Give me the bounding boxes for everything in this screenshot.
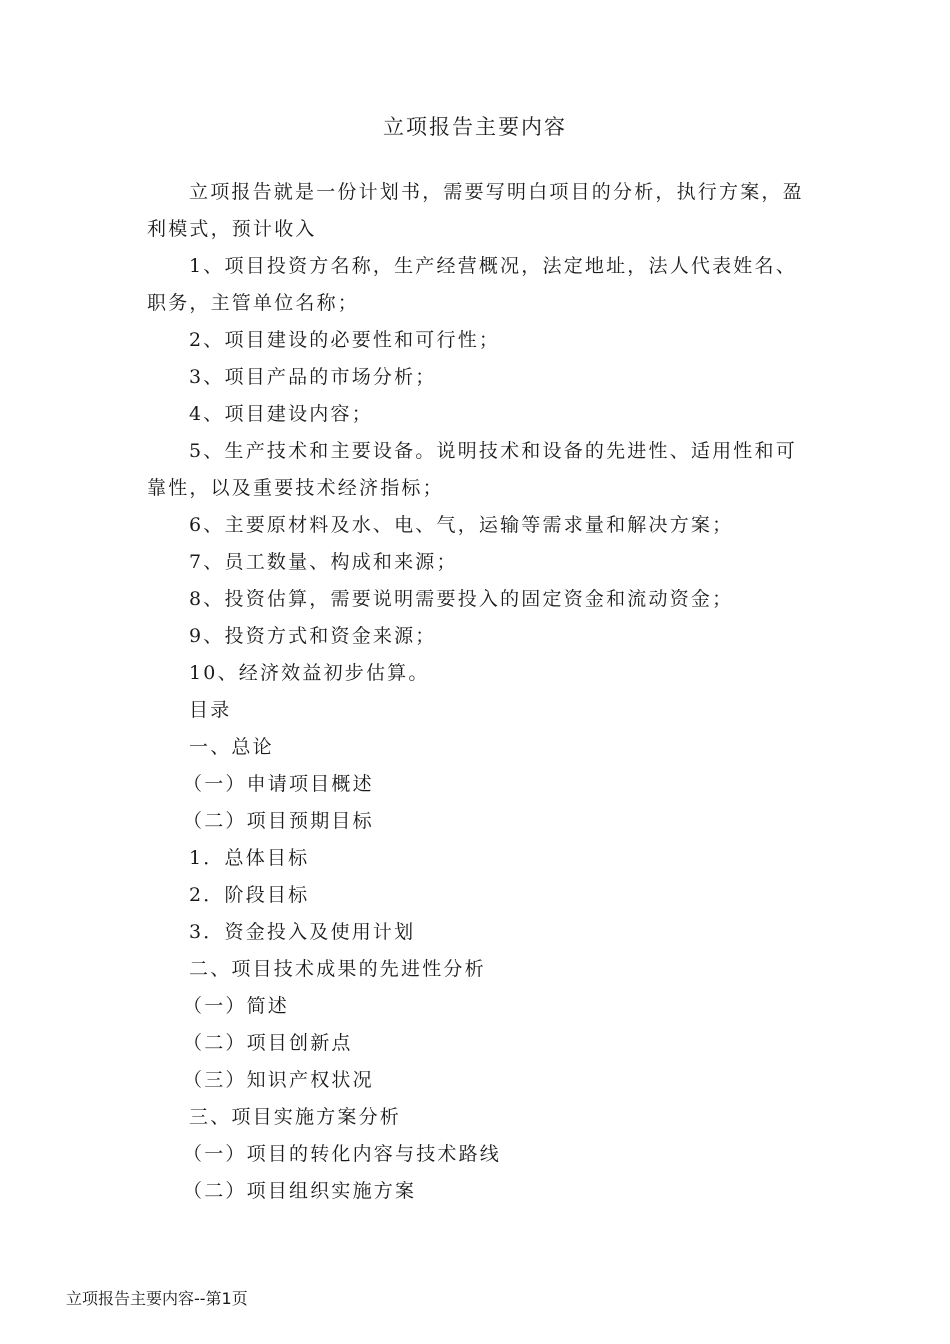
toc-entry: （一）项目的转化内容与技术路线 bbox=[183, 1143, 502, 1165]
item-4: 4、项目建设内容； bbox=[189, 403, 373, 425]
page-footer: 立项报告主要内容--第1页 bbox=[66, 1289, 248, 1308]
item-7: 7、员工数量、构成和来源； bbox=[189, 551, 458, 573]
toc-entry: （二）项目预期目标 bbox=[183, 810, 374, 832]
document-body bbox=[147, 174, 815, 1210]
toc-entry: 2．阶段目标 bbox=[189, 884, 310, 906]
item-2: 2、项目建设的必要性和可行性； bbox=[189, 329, 501, 351]
toc-entry: （二）项目组织实施方案 bbox=[183, 1180, 417, 1202]
toc-entry: 三、项目实施方案分析 bbox=[189, 1106, 402, 1128]
toc-heading: 目录 bbox=[189, 699, 232, 721]
item-3: 3、项目产品的市场分析； bbox=[189, 366, 437, 388]
item-10: 10、经济效益初步估算。 bbox=[189, 662, 430, 684]
document-title: 立项报告主要内容 bbox=[383, 115, 567, 139]
item-1: 1、项目投资方名称，生产经营概况，法定地址，法人代表姓名、职务，主管单位名称； bbox=[147, 255, 797, 314]
item-9: 9、投资方式和资金来源； bbox=[189, 625, 437, 647]
toc-entry: （一）申请项目概述 bbox=[183, 773, 374, 795]
toc-entry: （二）项目创新点 bbox=[183, 1032, 353, 1054]
toc-entry: 二、项目技术成果的先进性分析 bbox=[189, 958, 486, 980]
item-8: 8、投资估算，需要说明需要投入的固定资金和流动资金； bbox=[189, 588, 734, 610]
intro-paragraph: 立项报告就是一份计划书，需要写明白项目的分析，执行方案，盈利模式，预计收入 bbox=[147, 181, 804, 240]
toc-entry: 1．总体目标 bbox=[189, 847, 310, 869]
toc-entry: 一、总论 bbox=[189, 736, 274, 758]
item-5: 5、生产技术和主要设备。说明技术和设备的先进性、适用性和可靠性，以及重要技术经济指标； bbox=[147, 440, 797, 499]
toc-entry: （一）简述 bbox=[183, 995, 290, 1017]
toc-entry: （三）知识产权状况 bbox=[183, 1069, 374, 1091]
toc-entry: 3．资金投入及使用计划 bbox=[189, 921, 416, 943]
item-6: 6、主要原材料及水、电、气，运输等需求量和解决方案； bbox=[189, 514, 734, 536]
